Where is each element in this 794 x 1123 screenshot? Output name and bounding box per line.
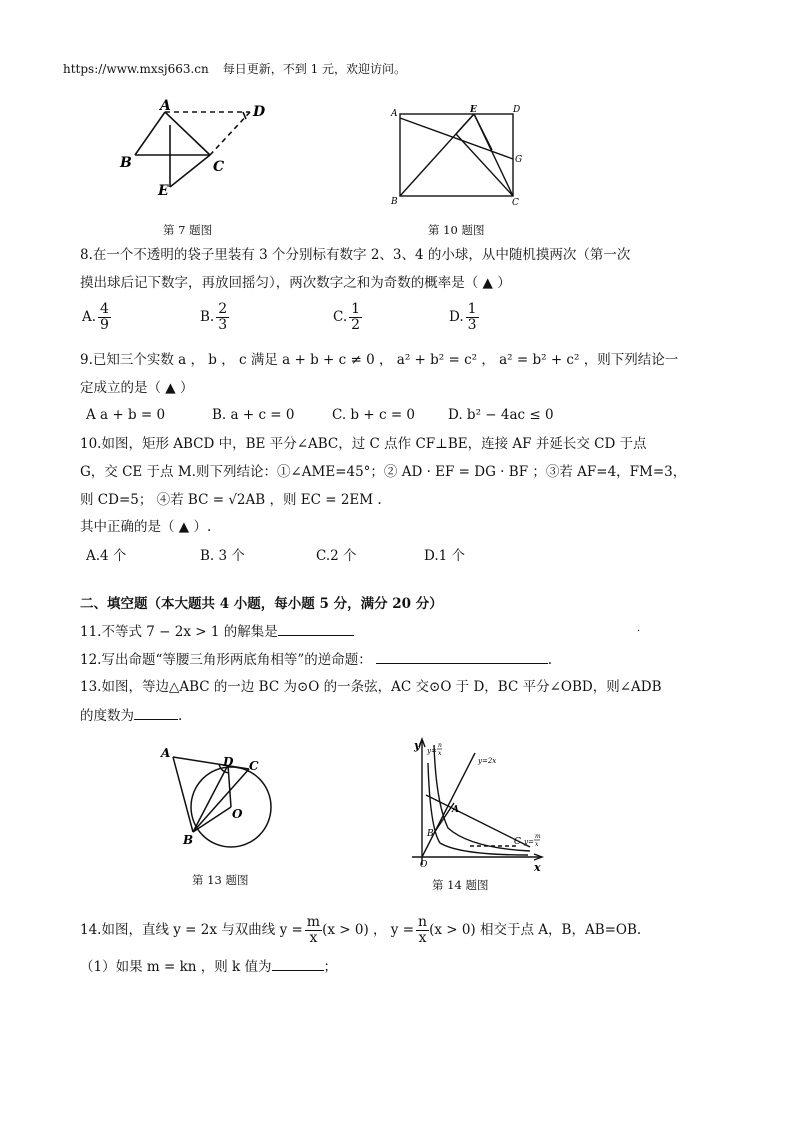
option-label: B. [200, 309, 215, 325]
fig14-label-x: x [534, 861, 541, 874]
figure-10-caption: 第 10 题图 [428, 223, 485, 237]
question-11 [80, 622, 354, 642]
numerator: 2 [218, 301, 228, 317]
figure-14 [400, 733, 550, 875]
question-10-option-a: A.4 个 [86, 548, 127, 564]
figure-7-caption: 第 7 题图 [163, 223, 213, 237]
fig14-label-yn: y= [427, 747, 437, 755]
fig10-label-b: B [391, 197, 398, 207]
question-8-option-a [82, 302, 111, 333]
fraction [216, 302, 229, 333]
denominator: x [309, 930, 318, 946]
option-label: D. [449, 309, 464, 325]
figure-13 [155, 740, 285, 855]
header-url: https://www.mxsj663.cn [63, 62, 209, 76]
question-9-option-b: B. a + c = 0 [212, 407, 295, 423]
question-10-line-3: 则 CD=5； ④若 BC = √2AB ，则 EC = 2EM . [80, 492, 382, 508]
question-10-line-2: G，交 CE 于点 M.则下列结论：①∠AME=45°；② AD · EF = DG · BF ；③若 AF=4，FM=3， [80, 464, 687, 480]
fig14-curve-n [428, 763, 528, 855]
fig13-segment-ac [173, 757, 249, 769]
fig14-label-ym-den: x [535, 841, 539, 848]
question-9-line-2: 定成立的是（ ▲ ） [80, 380, 194, 396]
fraction-n-over-x [416, 915, 429, 946]
fig14-label-o: O [420, 860, 428, 870]
fraction [349, 302, 362, 333]
fig13-label-d: D [223, 755, 234, 769]
fig10-label-e: E [470, 105, 477, 115]
fig10-label-g: G [515, 155, 523, 165]
answer-blank [134, 719, 178, 720]
section-2-title: 二、填空题（本大题共 4 小题，每小题 5 分，满分 20 分） [80, 596, 443, 612]
fig13-segment-do [228, 765, 231, 807]
option-label: C. [333, 309, 348, 325]
fig10-label-d: D [513, 105, 521, 115]
denominator: 9 [100, 317, 109, 333]
question-10-option-d: D.1 个 [424, 548, 466, 564]
question-11-text: 11.不等式 7 − 2x > 1 的解集是 [80, 624, 278, 640]
denominator: x [418, 930, 427, 946]
fig13-label-b: B [183, 833, 194, 847]
fig14-label-y: y [414, 739, 421, 752]
fig7-segment-ec [170, 155, 210, 187]
question-13-end: . [178, 708, 183, 724]
fig10-segment-ag [400, 118, 513, 159]
fig10-label-c: C [512, 198, 519, 207]
question-14-sub-1 [80, 957, 337, 977]
fig7-label-d: D [253, 104, 266, 120]
question-9-option-d: D. b² − 4ac ≤ 0 [448, 407, 554, 423]
fig10-segment-em [474, 114, 492, 150]
question-14-sub-1-text: （1）如果 m = kn ，则 k 值为 [80, 959, 272, 975]
fraction [466, 302, 479, 333]
option-label: A. [82, 309, 97, 325]
denominator: 3 [218, 317, 228, 333]
question-13-line-2 [80, 706, 182, 726]
fig7-segment-ab [135, 112, 165, 155]
question-10-option-c: C.2 个 [316, 548, 357, 564]
question-9-line-1: 9.已知三个实数 a ， b ， c 满足 a + b + c ≠ 0 ， a² + b² = c² ， a² = b² + c² ，则下列结论一 [80, 352, 679, 368]
question-14-mid: (x > 0) ， y = [322, 922, 415, 938]
fig7-label-e: E [158, 183, 169, 199]
question-13-text: 的度数为 [80, 708, 134, 724]
fig14-label-yn-num: n [438, 742, 442, 749]
numerator: 4 [100, 301, 109, 317]
fig14-label-ym-num: m [535, 833, 541, 840]
question-8-option-d [449, 302, 479, 333]
fig14-label-b: B [427, 829, 434, 839]
fig13-label-o: O [232, 807, 243, 821]
numerator: n [418, 914, 428, 930]
question-10-line-1: 10.如图，矩形 ABCD 中，BE 平分∠ABC，过 C 点作 CF⊥BE，连接 AF 并延长交 CD 于点 [80, 436, 647, 452]
question-9-option-a: A a + b = 0 [86, 407, 166, 423]
fig7-segment-dc [210, 112, 250, 155]
question-8-option-c [333, 302, 362, 333]
question-10-option-b: B. 3 个 [200, 548, 245, 564]
question-14-sub-1-end: ； [323, 959, 338, 975]
question-14-suffix: (x > 0) 相交于点 A，B，AB=OB. [429, 922, 642, 938]
fig10-label-a: A [391, 109, 398, 119]
denominator: 3 [467, 317, 477, 333]
question-14-prefix: 14.如图，直线 y = 2x 与双曲线 y = [80, 922, 303, 938]
figure-7 [110, 95, 280, 200]
fig14-label-c: C [514, 837, 521, 847]
answer-blank [272, 970, 324, 971]
fig7-angle-mark [243, 112, 246, 119]
question-9-option-c: C. b + c = 0 [332, 407, 416, 423]
fig13-label-c: C [249, 759, 259, 773]
answer-blank [376, 663, 548, 664]
question-12-end: . [547, 652, 553, 668]
question-8-line-2: 摸出球后记下数字，再放回摇匀），两次数字之和为奇数的概率是（ ▲ ） [80, 275, 511, 291]
numerator: 1 [351, 301, 361, 317]
fig14-segment-ab [434, 803, 454, 833]
question-8-option-b [200, 302, 229, 333]
stray-dot: · [637, 626, 641, 637]
fig13-label-a: A [161, 746, 171, 760]
fig10-segment-cf [456, 134, 513, 196]
fig7-label-a: A [160, 98, 171, 114]
fig7-label-c: C [213, 159, 225, 175]
fig14-label-ym: y= [524, 838, 534, 846]
fig7-label-b: B [120, 155, 132, 171]
fig14-label-yn-den: x [438, 750, 442, 757]
fraction [98, 302, 111, 333]
fig13-segment-ab [173, 757, 193, 832]
question-10-line-4: 其中正确的是（ ▲ ）. [80, 519, 212, 535]
fig10-segment-ef [456, 114, 474, 134]
denominator: 2 [351, 317, 361, 333]
question-14-line-1 [80, 913, 641, 947]
fig7-segment-ac [165, 112, 210, 155]
question-8-line-1: 8.在一个不透明的袋子里装有 3 个分别标有数字 2、3、4 的小球，从中随机摸两次（第一次 [80, 247, 631, 263]
figure-14-caption: 第 14 题图 [432, 878, 489, 892]
question-12-text: 12.写出命题“等腰三角形两底角相等”的逆命题： [80, 652, 372, 668]
header-note: 每日更新，不到 1 元，欢迎访问。 [222, 62, 407, 76]
numerator: m [306, 914, 321, 930]
answer-blank [278, 635, 354, 636]
question-12 [80, 650, 552, 670]
fraction-m-over-x [305, 915, 322, 946]
question-13-line-1: 13.如图，等边△ABC 的一边 BC 为⊙O 的一条弦，AC 交⊙O 于 D，BC 平分∠OBD，则∠ADB [80, 679, 662, 695]
figure-10 [388, 102, 528, 207]
fig14-line-y2x [422, 753, 475, 857]
fig10-rectangle-abcd [400, 114, 513, 196]
fig14-label-a: A [452, 805, 459, 815]
fig14-label-y2x: y=2x [478, 757, 497, 765]
numerator: 1 [467, 301, 477, 317]
page-header [63, 60, 406, 77]
figure-13-caption: 第 13 题图 [192, 873, 249, 887]
